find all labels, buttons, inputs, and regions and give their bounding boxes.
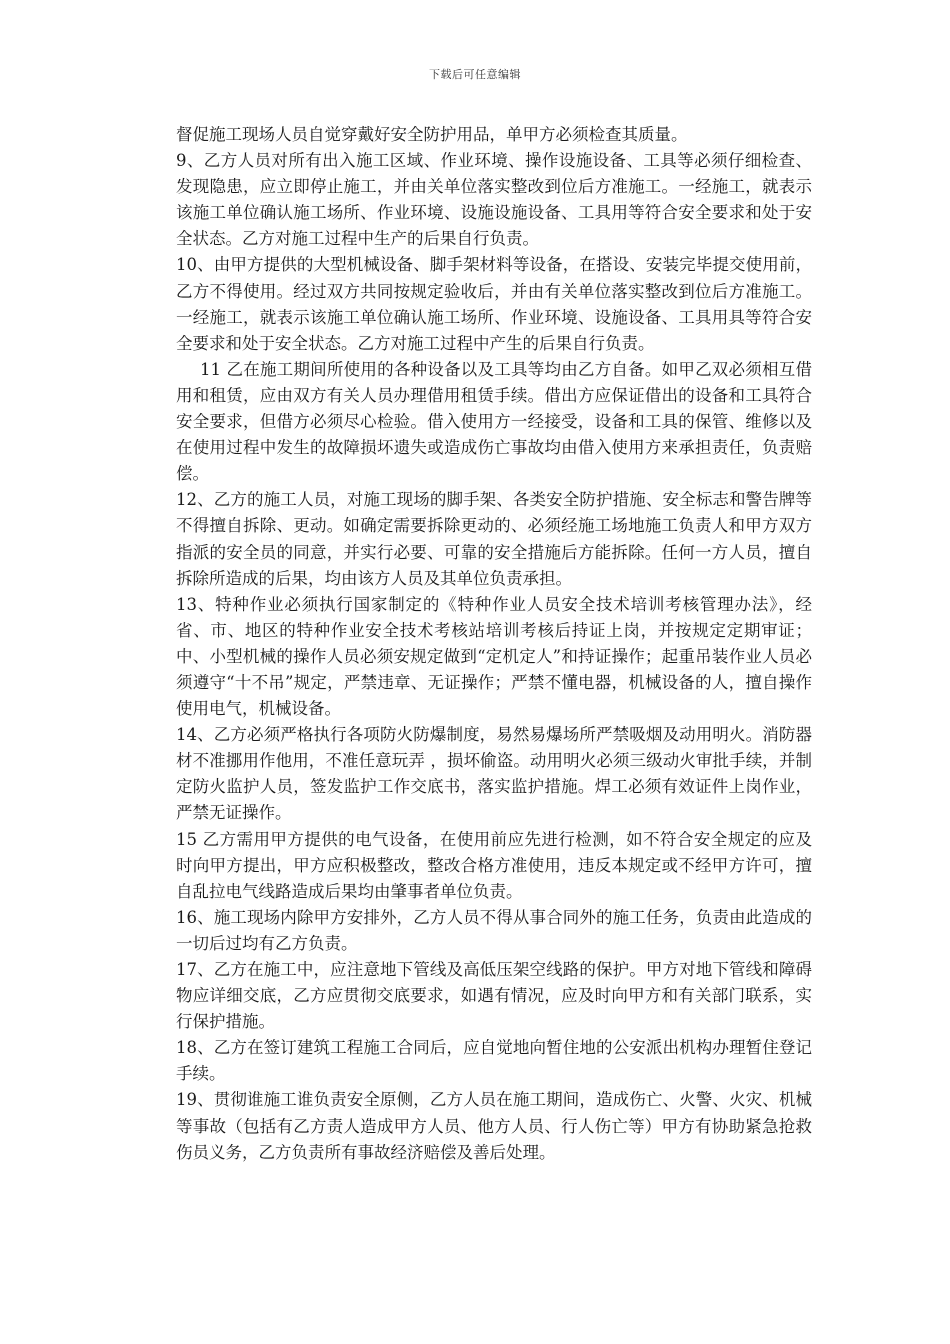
paragraph: 15 乙方需用甲方提供的电气设备，在使用前应先进行检测，如不符合安全规定的应及时向甲方提出，甲方应积极整改，整改合格方准使用，违反本规定或不经甲方许可，擅自乱拉电气线路造成后果均由肇事者单位负责。 [176, 829, 812, 901]
paragraph: 19、贯彻谁施工谁负责安全原侧，乙方人员在施工期间，造成伤亡、火警、火灾、机械等事故（包括有乙方责人造成甲方人员、他方人员、行人伤亡等）甲方有协助紧急抢救伤员义务，乙方负责所有事故经济赔偿及善后处理。 [176, 1090, 812, 1162]
paragraph: 11 乙在施工期间所使用的各种设备以及工具等均由乙方自备。如甲乙双必须相互借用和租赁，应由双方有关人员办理借用租赁手续。借出方应保证借出的设备和工具符合安全要求，但借方必须尽心检验。借入使用方一经接受，设备和工具的保管、维修以及在使用过程中发生的故障损坏遗失或造成伤亡事故均由借入使用方来承担责任，负责赔偿。 [176, 359, 812, 484]
paragraph: 13、特种作业必须执行国家制定的《特种作业人员安全技术培训考核管理办法》，经省、市、地区的特种作业安全技术考核站培训考核后持证上岗，并按规定定期审证；中、小型机械的操作人员必须安规定做到“定机定人”和持证操作；起重吊装作业人员必须遵守“十不吊”规定，严禁违章、无证操作；严禁不懂电器，机械设备的人，擅自操作使用电气，机械设备。 [176, 594, 812, 719]
paragraph: 10、由甲方提供的大型机械设备、脚手架材料等设备，在搭设、安装完毕提交使用前，乙方不得使用。经过双方共同按规定验收后，并由有关单位落实整改到位后方准施工。一经施工，就表示该施工单位确认施工场所、作业环境、设施设备、工具用具等符合安全要求和处于安全状态。乙方对施工过程中产生的后果自行负责。 [176, 255, 812, 353]
paragraph: 18、乙方在签订建筑工程施工合同后，应自觉地向暂住地的公安派出机构办理暂住登记手续。 [176, 1038, 812, 1084]
page-header: 下载后可任意编辑 [429, 68, 521, 81]
paragraph: 14、乙方必须严格执行各项防火防爆制度，易然易爆场所严禁吸烟及动用明火。消防器材不准挪用作他用，不准任意玩弄 ，损坏偷盗。动用明火必须三级动火审批手续，并制定防火监护人员，签发监护工作交底书，落实监护措施。焊工必须有效证件上岗作业，严禁无证操作。 [176, 725, 812, 823]
paragraph: 17、乙方在施工中，应注意地下管线及高低压架空线路的保护。甲方对地下管线和障碍物应详细交底，乙方应贯彻交底要求，如遇有情况，应及时向甲方和有关部门联系，实行保护措施。 [176, 960, 812, 1032]
paragraph: 12、乙方的施工人员，对施工现场的脚手架、各类安全防护措施、安全标志和警告牌等不得擅自拆除、更动。如确定需要拆除更动的、必须经施工场地施工负责人和甲方双方指派的安全员的同意，并实行必要、可靠的安全措施后方能拆除。任何一方人员，擅自拆除所造成的后果，均由该方人员及其单位负责承担。 [176, 490, 812, 588]
paragraph: 9、乙方人员对所有出入施工区域、作业环境、操作设施设备、工具等必须仔细检查、发现隐患，应立即停止施工，并由关单位落实整改到位后方准施工。一经施工，就表示该施工单位确认施工场所、作业环境、设施设施设备、工具用等符合安全要求和处于安全状态。乙方对施工过程中生产的后果自行负责。 [176, 151, 812, 249]
paragraph: 16、施工现场内除甲方安排外，乙方人员不得从事合同外的施工任务，负责由此造成的一切后过均有乙方负责。 [176, 907, 812, 953]
document-body [176, 122, 812, 1166]
paragraph: 督促施工现场人员自觉穿戴好安全防护用品，单甲方必须检查其质量。 [176, 125, 688, 144]
